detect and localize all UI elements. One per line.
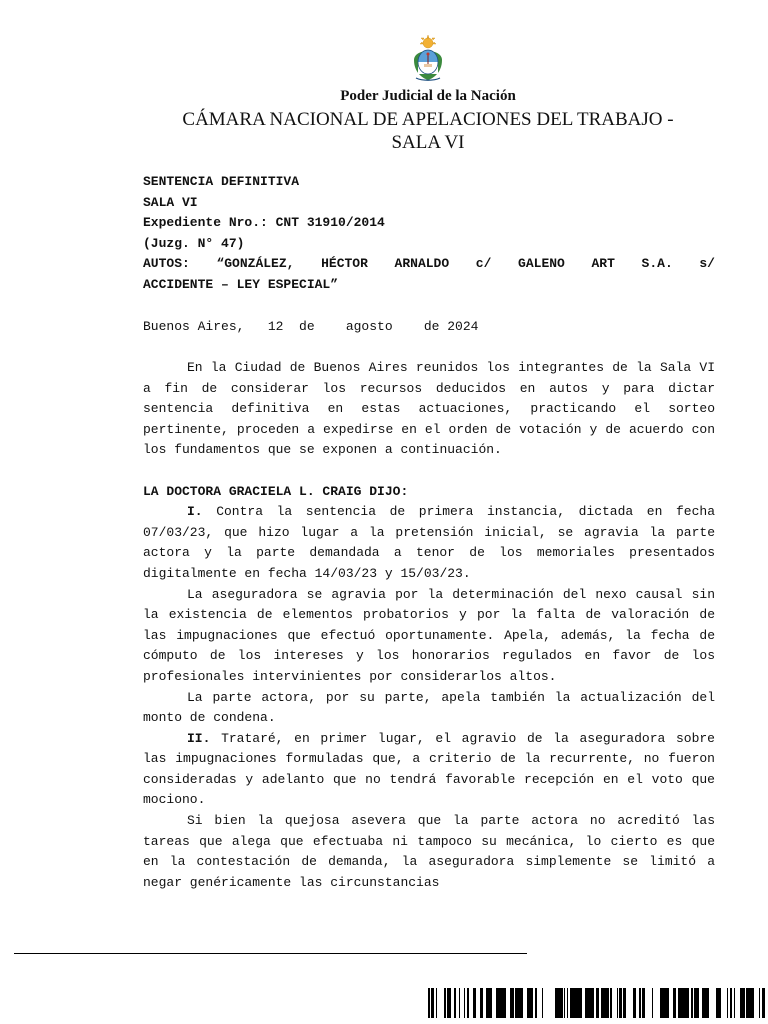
autos-line1: AUTOS: “GONZÁLEZ, HÉCTOR ARNALDO c/ GALENO ART S.A. s/ [143,256,715,272]
sala-label: SALA VI [143,194,198,210]
case-caption [143,172,715,296]
paragraph-2: La aseguradora se agravia por la determinación del nexo causal sin la existencia de elementos probatorios y por la falta de valoración de las impugnaciones que efectuó oportunamente. Apela, además, la fecha de cómputo de los intereses y los honorarios regulados en favor de los profesionales intervinientes por considerarlos altos. [143,586,715,684]
juzgado-number: (Juzg. N° 47) [143,235,245,251]
coat-of-arms-seal [408,34,448,82]
chamber-title-line1: CÁMARA NACIONAL DE APELACIONES DEL TRABAJO - [182,109,674,130]
chamber-title [0,108,768,154]
section-label-1: I. [187,504,203,520]
expediente-number: Expediente Nro.: CNT 31910/2014 [143,215,385,231]
footer-rule [14,953,527,954]
paragraph-4-text: Trataré, en primer lugar, el agravio de la aseguradora sobre las impugnaciones formuladas que, a criterio de la recurrente, no fueron consideradas y adelanto que no tendrá favorable recepción en el voto que mociono. [143,730,715,808]
intro-paragraph: En la Ciudad de Buenos Aires reunidos los integrantes de la Sala VI a fin de considerar los recursos deducidos en autos y para dictar sentencia definitiva en estas actuaciones, practicando el sorteo pertinente, proceden a expedirse en el orden de votación y de acuerdo con los fundamentos que se exponen a continuación. [143,360,715,458]
paragraph-5: Si bien la quejosa asevera que la parte actora no acreditó las tareas que alega que efectuaba ni tampoco su mecánica, lo cierto es que en la contestación de demanda, la aseguradora simplemente se limitó a negar genéricamente las circunstancias [143,813,715,890]
paragraph-1 [143,502,715,584]
court-name: Poder Judicial de la Nación [340,88,516,104]
autos-line2: ACCIDENTE – LEY ESPECIAL” [143,276,339,292]
chamber-title-line2: SALA VI [391,132,465,153]
document-body [143,358,715,893]
paragraph-4 [143,729,715,811]
paragraph-3: La parte actora, por su parte, apela también la actualización del monto de condena. [143,689,715,726]
barcode [428,988,768,1018]
paragraph-1-text: Contra la sentencia de primera instancia, dictada en fecha 07/03/23, que hizo lugar a la pretensión inicial, se agravia la parte actora y la parte demandada a tenor de los memoriales presentados digitalmente en fecha 14/03/23 y 15/03/23. [143,504,715,581]
sentence-type: SENTENCIA DEFINITIVA [143,174,300,189]
date-line: Buenos Aires, 12 de agosto de 2024 [143,319,479,334]
section-label-2: II. [187,730,211,746]
judge-heading: LA DOCTORA GRACIELA L. CRAIG DIJO: [143,483,409,499]
